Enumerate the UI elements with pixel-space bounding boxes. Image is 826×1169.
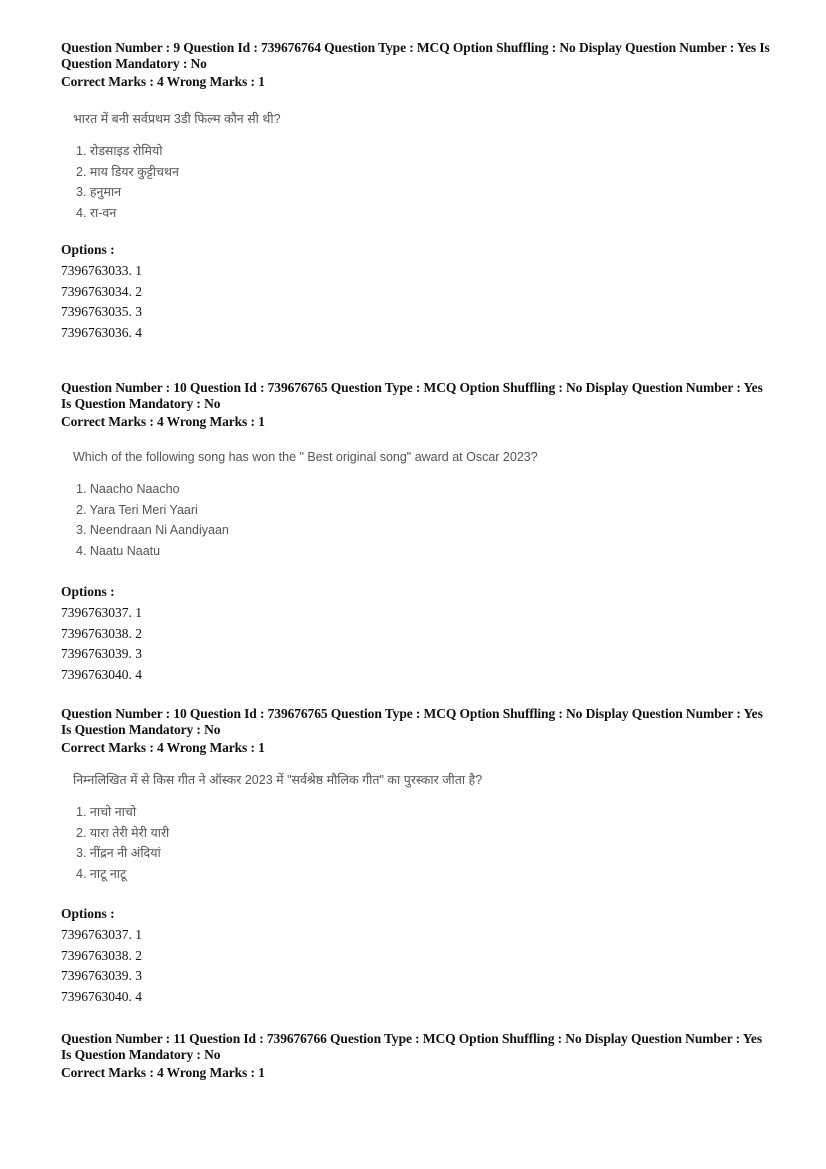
question-text: निम्नलिखित में से किस गीत ने ऑस्कर 2023 में "सर्वश्रेष्ठ मौलिक गीत" का पुरस्कार जीता है? [73, 773, 483, 787]
question-meta-line-2: Is Question Mandatory : No [61, 722, 221, 737]
option-id: 7396763039. 3 [61, 968, 142, 983]
question-image [61, 447, 781, 561]
question-meta-line-1: Question Number : 10 Question Id : 739676765 Question Type : MCQ Option Shuffling : No Display Question Number : Yes [61, 380, 763, 395]
question-block-10-en [61, 380, 781, 685]
options-label: Options : [61, 242, 115, 257]
question-marks: Correct Marks : 4 Wrong Marks : 1 [61, 414, 265, 429]
option-id: 7396763037. 1 [61, 605, 142, 620]
question-marks: Correct Marks : 4 Wrong Marks : 1 [61, 740, 265, 755]
question-meta-line-2: Is Question Mandatory : No [61, 1047, 221, 1062]
question-meta-line-2: Is Question Mandatory : No [61, 396, 221, 411]
choice-2: 2. माय डियर कुट्टीचथन [76, 164, 179, 179]
question-text: Which of the following song has won the " Best original song" award at Oscar 2023? [73, 450, 538, 464]
choice-3: 3. नींद्रन नी अंदियां [76, 846, 161, 860]
question-meta-line-2: Question Mandatory : No [61, 56, 207, 71]
question-marks: Correct Marks : 4 Wrong Marks : 1 [61, 1065, 265, 1080]
option-id: 7396763038. 2 [61, 947, 142, 963]
choice-1: 1. Naacho Naacho [76, 482, 180, 496]
choice-4: 4. Naatu Naatu [76, 543, 161, 558]
question-block-11 [61, 1031, 781, 1081]
choice-1: 1. नाचो नाचो [76, 805, 137, 819]
options-label: Options : [61, 906, 115, 921]
choice-2: 2. Yara Teri Meri Yaari [76, 502, 198, 517]
question-block-9 [61, 40, 781, 343]
choice-4: 4. नाटू नाटू [76, 866, 127, 881]
choice-2: 2. यारा तेरी मेरी यारी [76, 825, 170, 840]
option-id: 7396763040. 4 [61, 666, 142, 682]
option-id: 7396763034. 2 [61, 283, 142, 299]
option-id: 7396763038. 2 [61, 625, 142, 641]
option-id: 7396763033. 1 [61, 263, 142, 278]
question-block-10-hi [61, 706, 781, 1007]
question-text: भारत में बनी सर्वप्रथम 3डी फिल्म कौन सी थी? [73, 112, 281, 126]
question-meta-line-1: Question Number : 10 Question Id : 739676765 Question Type : MCQ Option Shuffling : No Display Question Number : Yes [61, 706, 763, 721]
question-image [61, 109, 781, 223]
question-marks: Correct Marks : 4 Wrong Marks : 1 [61, 74, 265, 89]
question-image [61, 770, 781, 884]
option-id: 7396763037. 1 [61, 927, 142, 942]
choice-3: 3. हनुमान [76, 185, 122, 199]
question-meta-line-1: Question Number : 9 Question Id : 739676764 Question Type : MCQ Option Shuffling : No Display Question Number : Yes Is [61, 40, 770, 55]
choice-3: 3. Neendraan Ni Aandiyaan [76, 523, 229, 537]
question-meta-line-1: Question Number : 11 Question Id : 739676766 Question Type : MCQ Option Shuffling : No Display Question Number : Yes [61, 1031, 762, 1046]
option-id: 7396763035. 3 [61, 304, 142, 319]
option-id: 7396763040. 4 [61, 988, 142, 1004]
choice-1: 1. रोडसाइड रोमियो [76, 144, 163, 158]
option-id: 7396763039. 3 [61, 646, 142, 661]
choice-4: 4. रा-वन [76, 205, 117, 220]
options-label: Options : [61, 584, 115, 599]
option-id: 7396763036. 4 [61, 324, 142, 340]
